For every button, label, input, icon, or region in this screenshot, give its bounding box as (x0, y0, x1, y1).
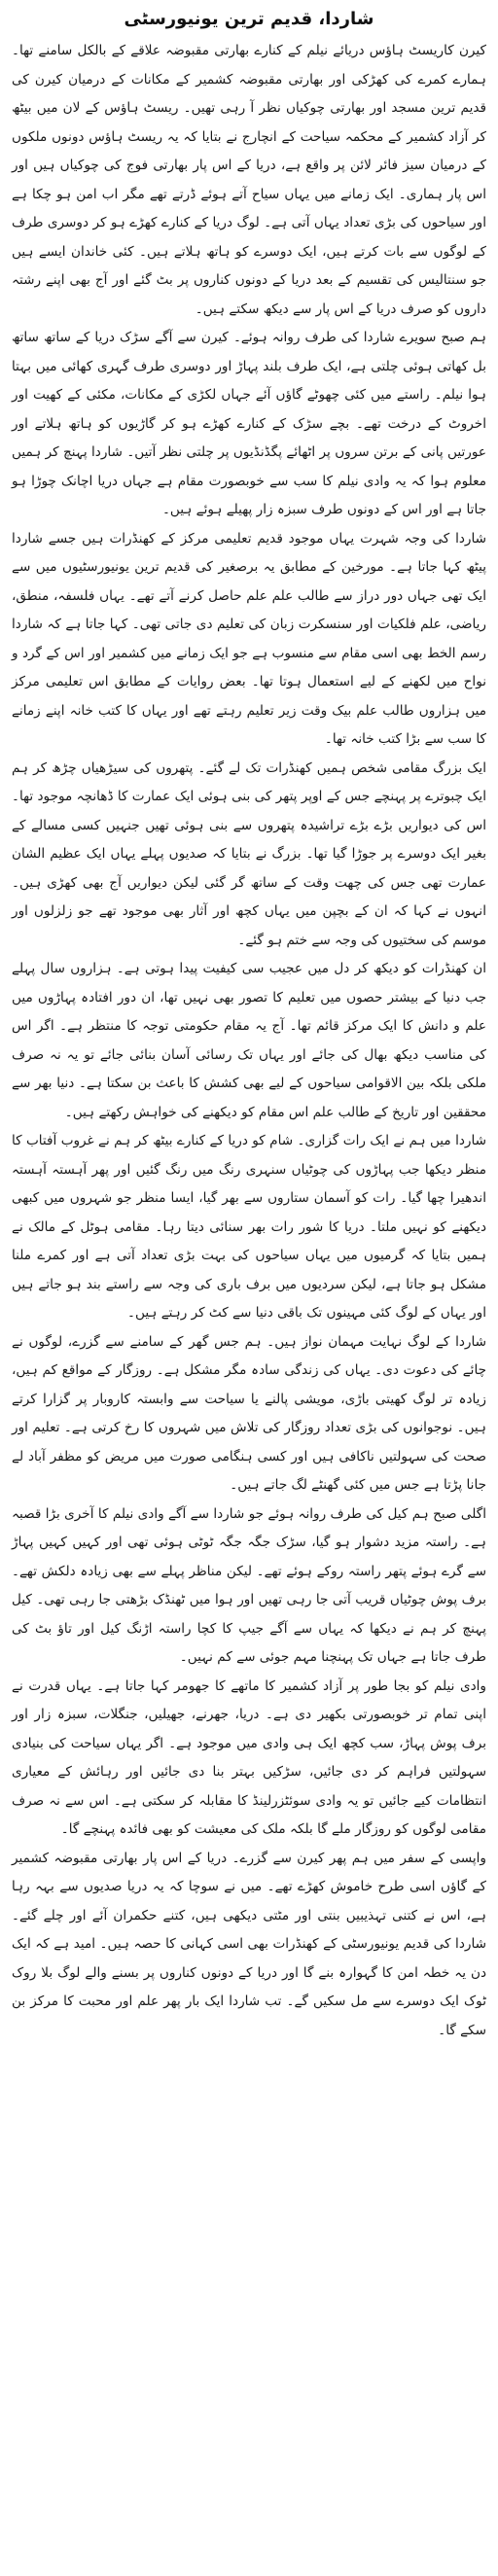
article-paragraph: ہم صبح سویرے شاردا کی طرف روانہ ہوئے۔ کیرن سے آگے سڑک دریا کے ساتھ ساتھ بل کھاتی ہوئی چلتی ہے، ایک طرف بلند پہاڑ اور دوسری طرف گہری کھائی میں بہتا ہوا نیلم۔ راستے میں کئی چھوٹے گاؤں آئے جہاں لکڑی کے مکانات، مکئی کے کھیت اور اخروٹ کے درخت تھے۔ بچے سڑک کے کنارے کھڑے ہو کر گاڑیوں کو ہاتھ ہلاتے اور عورتیں پانی کے برتن سروں پر اٹھائے پگڈنڈیوں پر چلتی نظر آتیں۔ شاردا پہنچ کر ہمیں معلوم ہوا کہ یہ وادی نیلم کا سب سے خوبصورت مقام ہے جہاں دریا اچانک چوڑا ہو جاتا ہے اور اس کے دونوں طرف سبزہ زار پھیلے ہوئے ہیں۔ (12, 330, 486, 517)
article-paragraph: شاردا کی وجہ شہرت یہاں موجود قدیم تعلیمی مرکز کے کھنڈرات ہیں جسے شاردا پیٹھ کہا جاتا ہے۔ مورخین کے مطابق یہ برصغیر کی قدیم ترین یونیورسٹیوں میں سے ایک تھی جہاں دور دراز سے طالب علم علم حاصل کرنے آتے تھے۔ یہاں فلسفہ، منطق، ریاضی، علم فلکیات اور سنسکرت زبان کی تعلیم دی جاتی تھی۔ کہا جاتا ہے کہ شاردا رسم الخط بھی اسی مقام سے منسوب ہے جو ایک زمانے میں کشمیر اور اس کے گرد و نواح میں لکھنے کے لیے استعمال ہوتا تھا۔ بعض روایات کے مطابق اس تعلیمی مرکز میں ہزاروں طالب علم بیک وقت زیر تعلیم رہتے تھے اور یہاں کا کتب خانہ اپنے زمانے کا سب سے بڑا کتب خانہ تھا۔ (12, 530, 486, 747)
article-paragraph: واپسی کے سفر میں ہم پھر کیرن سے گزرے۔ دریا کے اس پار بھارتی مقبوضہ کشمیر کے گاؤں اسی طرح خاموش کھڑے تھے۔ میں نے سوچا کہ یہ دریا صدیوں سے بہہ رہا ہے، اس نے کتنی تہذیبیں بنتی اور مٹتی دیکھی ہیں، کتنے حکمران آئے اور چلے گئے۔ شاردا کی قدیم یونیورسٹی کے کھنڈرات بھی اسی کہانی کا حصہ ہیں۔ امید ہے کہ ایک دن یہ خطہ امن کا گہوارہ بنے گا اور دریا کے دونوں کناروں پر بسنے والے لوگ بلا روک ٹوک ایک دوسرے سے مل سکیں گے۔ تب شاردا ایک بار پھر علم اور محبت کا مرکز بن سکے گا۔ (12, 1850, 486, 2038)
article-paragraph: ایک بزرگ مقامی شخص ہمیں کھنڈرات تک لے گئے۔ پتھروں کی سیڑھیاں چڑھ کر ہم ایک چبوترے پر پہنچے جس کے اوپر پتھر کی بنی ہوئی ایک عمارت کا ڈھانچہ موجود تھا۔ اس کی دیواریں بڑے بڑے تراشیدہ پتھروں سے بنی ہوئی تھیں جنہیں کسی مسالے کے بغیر ایک دوسرے پر جوڑا گیا تھا۔ بزرگ نے بتایا کہ صدیوں پہلے یہاں ایک عظیم الشان عمارت تھی جس کی چھت وقت کے ساتھ گر گئی لیکن دیواریں آج بھی کھڑی ہیں۔ انہوں نے کہا کہ ان کے بچپن میں یہاں کچھ اور آثار بھی موجود تھے جو زلزلوں اور موسم کی سختیوں کی وجہ سے ختم ہو گئے۔ (12, 759, 486, 948)
article-paragraph: ان کھنڈرات کو دیکھ کر دل میں عجیب سی کیفیت پیدا ہوتی ہے۔ ہزاروں سال پہلے جب دنیا کے بیشتر حصوں میں تعلیم کا تصور بھی نہیں تھا، ان دور افتادہ پہاڑوں میں علم و دانش کا ایک مرکز قائم تھا۔ آج یہ مقام حکومتی توجہ کا منتظر ہے۔ اگر اس کی مناسب دیکھ بھال کی جائے اور یہاں تک رسائی آسان بنائی جائے تو یہ نہ صرف ملکی بلکہ بین الاقوامی سیاحوں کے لیے بھی کشش کا باعث بن سکتا ہے۔ دنیا بھر سے محققین اور تاریخ کے طالب علم اس مقام کو دیکھنے کی خواہش رکھتے ہیں۔ (12, 961, 486, 1120)
article-paragraph: اگلی صبح ہم کیل کی طرف روانہ ہوئے جو شاردا سے آگے وادی نیلم کا آخری بڑا قصبہ ہے۔ راستہ مزید دشوار ہو گیا، سڑک جگہ جگہ ٹوٹی ہوئی تھی اور کہیں کہیں پہاڑ سے گرے ہوئے پتھر راستہ روکے ہوئے تھے۔ لیکن مناظر پہلے سے بھی زیادہ دلکش تھے۔ برف پوش چوٹیاں قریب آتی جا رہی تھیں اور ہوا میں ٹھنڈک بڑھتی جا رہی تھی۔ کیل پہنچ کر ہم نے دیکھا کہ یہاں سے آگے جیپ کا کچا راستہ اڑنگ کیل اور تاؤ بٹ کی طرف جاتا ہے جہاں تک پہنچنا مہم جوئی سے کم نہیں۔ (12, 1505, 486, 1665)
article-paragraph: شاردا کے لوگ نہایت مہمان نواز ہیں۔ ہم جس گھر کے سامنے سے گزرے، لوگوں نے چائے کی دعوت دی۔ یہاں کی زندگی سادہ مگر مشکل ہے۔ روزگار کے مواقع کم ہیں، زیادہ تر لوگ کھیتی باڑی، مویشی پالنے یا سیاحت سے وابستہ کاروبار پر گزارا کرتے ہیں۔ نوجوانوں کی بڑی تعداد روزگار کی تلاش میں شہروں کا رخ کرتی ہے۔ تعلیم اور صحت کی سہولتیں ناکافی ہیں اور کسی ہنگامی صورت میں مریض کو مظفر آباد لے جانا پڑتا ہے جس میں کئی گھنٹے لگ جاتے ہیں۔ (12, 1333, 486, 1493)
article-paragraph: شاردا میں ہم نے ایک رات گزاری۔ شام کو دریا کے کنارے بیٹھ کر ہم نے غروب آفتاب کا منظر دیکھا جب پہاڑوں کی چوٹیاں سنہری رنگ میں رنگ گئیں اور پھر آہستہ آہستہ اندھیرا چھا گیا۔ رات کو آسمان ستاروں سے بھر گیا، ایسا منظر جو شہروں میں کبھی دیکھنے کو نہیں ملتا۔ دریا کا شور رات بھر سنائی دیتا رہا۔ مقامی ہوٹل کے مالک نے ہمیں بتایا کہ گرمیوں میں یہاں سیاحوں کی بہت بڑی تعداد آتی ہے اور کمرے ملنا مشکل ہو جاتا ہے، لیکن سردیوں میں برف باری کی وجہ سے راستے بند ہو جاتے ہیں اور یہاں کے لوگ کئی مہینوں تک باقی دنیا سے کٹ کر رہتے ہیں۔ (12, 1133, 486, 1321)
article-paragraph: کیرن کاریسٹ ہاؤس دریائے نیلم کے کنارے بھارتی مقبوضہ علاقے کے بالکل سامنے تھا۔ ہمارے کمرے کی کھڑکی اور بھارتی مقبوضہ کشمیر کے مکانات کے درمیان کیرن کی قدیم ترین مسجد اور بھارتی چوکیاں نظر آ رہی تھیں۔ ریسٹ ہاؤس کے لان میں بیٹھ کر آزاد کشمیر کے محکمہ سیاحت کے انچارج نے بتایا کہ یہ ریسٹ ہاؤس دونوں ملکوں کے درمیان سیز فائر لائن پر واقع ہے، دریا کے اس پار بھارتی فوج کی چوکیاں ہیں اور اس پار ہماری۔ ایک زمانے میں یہاں سیاح آتے ہوئے ڈرتے تھے مگر اب امن ہو چکا ہے اور سیاحوں کی بڑی تعداد یہاں آتی ہے۔ لوگ دریا کے کنارے کھڑے ہو کر دوسری طرف کے لوگوں سے بات کرتے ہیں، ایک دوسرے کو ہاتھ ہلاتے ہیں۔ کئی خاندان ایسے ہیں جو سنتالیس کی تقسیم کے بعد دریا کے دونوں کناروں پر بٹ گئے اور آج بھی اپنے رشتہ داروں کو صرف دریا کے اس پار سے دیکھ سکتے ہیں۔ (12, 43, 486, 317)
article-headline: شاردا، قدیم ترین یونیورسٹی (124, 9, 374, 29)
article-paragraph: وادی نیلم کو بجا طور پر آزاد کشمیر کا ماتھے کا جھومر کہا جاتا ہے۔ یہاں قدرت نے اپنی تمام تر خوبصورتی بکھیر دی ہے۔ دریا، جھرنے، جھیلیں، جنگلات، سبزہ زار اور برف پوش پہاڑ، سب کچھ ایک ہی وادی میں موجود ہے۔ اگر یہاں سیاحت کی بنیادی سہولتیں فراہم کر دی جائیں، سڑکیں بہتر بنا دی جائیں اور رہائش کے معیاری انتظامات کیے جائیں تو یہ وادی سوئٹزرلینڈ کا مقابلہ کر سکتی ہے۔ اس سے نہ صرف مقامی لوگوں کو روزگار ملے گا بلکہ ملک کی معیشت کو بھی فائدہ پہنچے گا۔ (12, 1677, 486, 1837)
article-body (12, 37, 486, 2045)
